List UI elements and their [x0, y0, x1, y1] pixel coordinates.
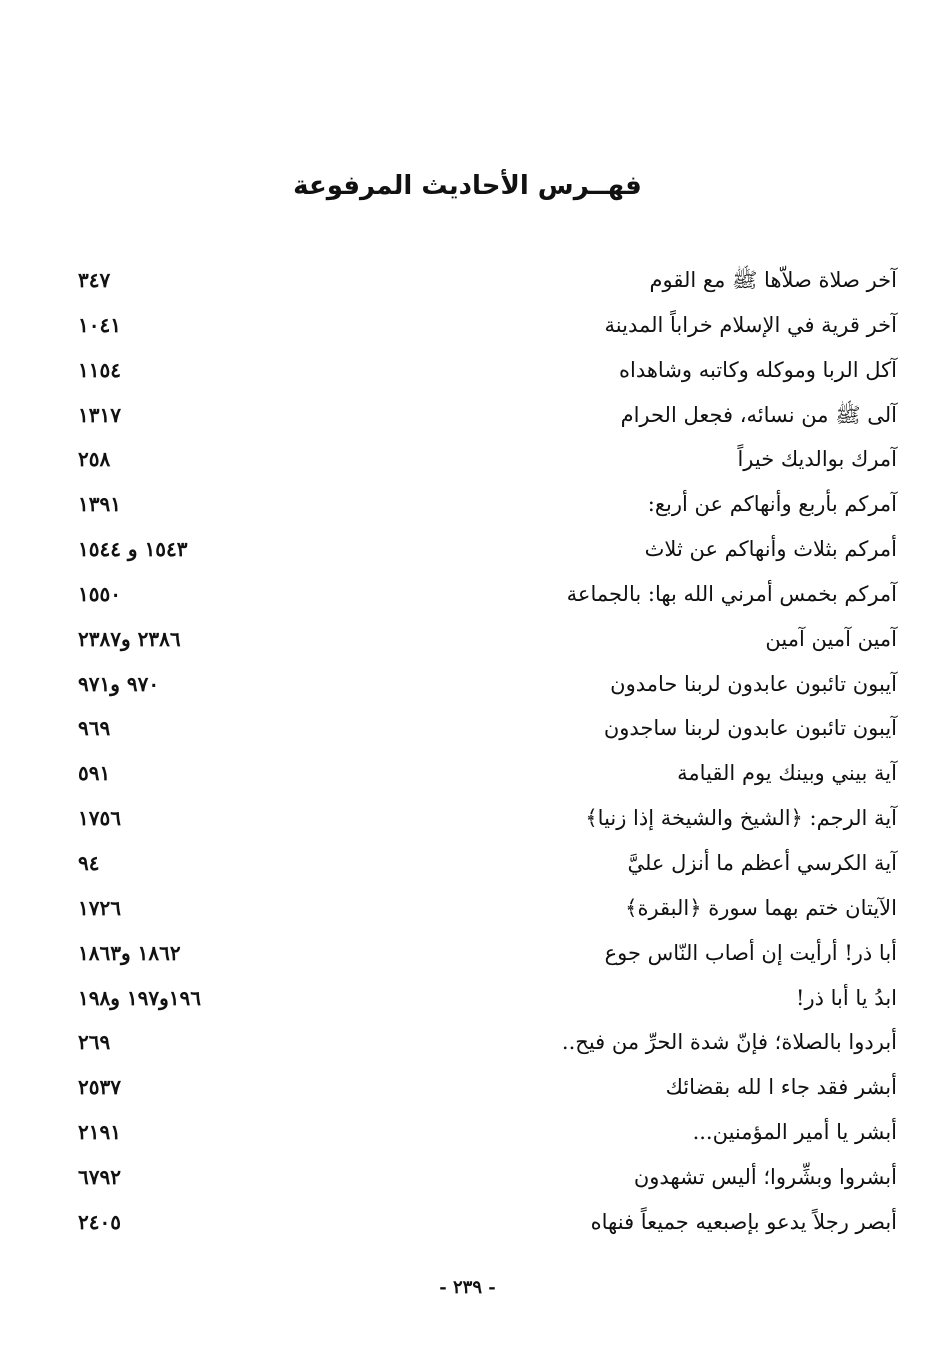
hadith-text: آيبون تائبون عابدون لربنا حامدون [610, 671, 897, 696]
hadith-text: أبصر رجلاً يدعو بإصبعيه جميعاً فنهاه [590, 1209, 897, 1234]
hadith-text: آكل الربا وموكله وكاتبه وشاهداه [619, 357, 897, 382]
hadith-number: ١٣٩١ [78, 492, 121, 517]
hadith-number: ١٣١٧ [78, 402, 121, 427]
index-entry [0, 1155, 935, 1200]
hadith-text: آمركم بخمس أمرني الله بها: بالجماعة [566, 581, 897, 606]
hadith-number: ٩٧٠ و٩٧١ [78, 671, 160, 696]
hadith-text: آية الرجم: ﴿الشيخ والشيخة إذا زنيا﴾ [585, 806, 897, 831]
hadith-text: آية الكرسي أعظم ما أنزل عليَّ [627, 850, 897, 875]
index-entry [0, 886, 935, 931]
hadith-number: ١٩٦و١٩٧ و١٩٨ [78, 985, 201, 1010]
hadith-number: ١٧٢٦ [78, 895, 121, 920]
hadith-text: آخر قرية في الإسلام خراباً المدينة [604, 312, 897, 337]
index-entry [0, 662, 935, 707]
index-entry [0, 1200, 935, 1245]
index-entry [0, 931, 935, 976]
hadith-index-list [0, 258, 935, 1245]
index-entry [0, 258, 935, 303]
hadith-number: ٦٧٩٢ [78, 1164, 121, 1189]
page-title: فهــرس الأحاديث المرفوعة [293, 171, 642, 201]
hadith-number: ٢٥٣٧ [78, 1075, 121, 1100]
index-entry [0, 796, 935, 841]
index-entry [0, 437, 935, 482]
hadith-number: ٣٤٧ [78, 268, 111, 292]
hadith-number: ٩٦٩ [78, 716, 111, 741]
index-entry [0, 348, 935, 393]
hadith-text: آمرك بوالديك خيراً [737, 447, 897, 472]
index-entry [0, 1110, 935, 1155]
index-entry [0, 617, 935, 662]
hadith-number: ٢٦٩ [78, 1030, 111, 1055]
hadith-text: آيبون تائبون عابدون لربنا ساجدون [603, 716, 897, 741]
index-entry [0, 841, 935, 886]
hadith-text: آمين آمين آمين [765, 626, 897, 651]
hadith-text: أبشر يا أمير المؤمنين... [692, 1120, 897, 1145]
index-entry [0, 706, 935, 751]
hadith-number: ٥٩١ [78, 761, 111, 786]
index-entry [0, 1065, 935, 1110]
hadith-number: ٩٤ [78, 850, 100, 875]
index-entry [0, 572, 935, 617]
hadith-text: آمركم بأربع وأنهاكم عن أربع: [647, 492, 897, 517]
hadith-text: أبشر فقد جاء ا لله بقضائك [665, 1075, 897, 1100]
hadith-number: ١٧٥٦ [78, 806, 121, 831]
hadith-text: أبا ذر! أرأيت إن أصاب النّاس جوع [604, 940, 897, 965]
hadith-text: أبشروا وبشِّروا؛ أليس تشهدون [633, 1164, 897, 1189]
hadith-text: أبردوا بالصلاة؛ فإنّ شدة الحرِّ من فيح.. [561, 1030, 897, 1055]
page-number: - ٢٣٩ - [439, 1277, 496, 1298]
hadith-number: ١٨٦٢ و١٨٦٣ [78, 940, 181, 965]
hadith-number: ١٥٤٣ و ١٥٤٤ [78, 537, 188, 562]
hadith-number: ٢٤٠٥ [78, 1209, 121, 1234]
hadith-text: ابدُ يا أبا ذر! [796, 985, 897, 1010]
index-entry [0, 527, 935, 572]
index-entry [0, 1020, 935, 1065]
index-entry [0, 393, 935, 438]
hadith-number: ٢٥٨ [78, 447, 111, 472]
hadith-number: ٢٣٨٦ و٢٣٨٧ [78, 626, 181, 651]
hadith-text: آية بيني وبينك يوم القيامة [677, 761, 897, 786]
hadith-text: أمركم بثلاث وأنهاكم عن ثلاث [644, 537, 897, 562]
hadith-number: ١٥٥٠ [78, 581, 121, 606]
index-entry [0, 482, 935, 527]
index-entry [0, 751, 935, 796]
hadith-number: ١٠٤١ [78, 312, 121, 337]
hadith-number: ١١٥٤ [78, 357, 121, 382]
hadith-text: آلى ﷺ من نسائه، فجعل الحرام [620, 402, 897, 427]
hadith-number: ٢١٩١ [78, 1120, 121, 1145]
index-entry [0, 303, 935, 348]
hadith-text: آخر صلاة صلاّها ﷺ مع القوم [649, 268, 897, 292]
index-entry [0, 976, 935, 1021]
hadith-text: الآيتان ختم بهما سورة ﴿البقرة﴾ [625, 895, 897, 920]
